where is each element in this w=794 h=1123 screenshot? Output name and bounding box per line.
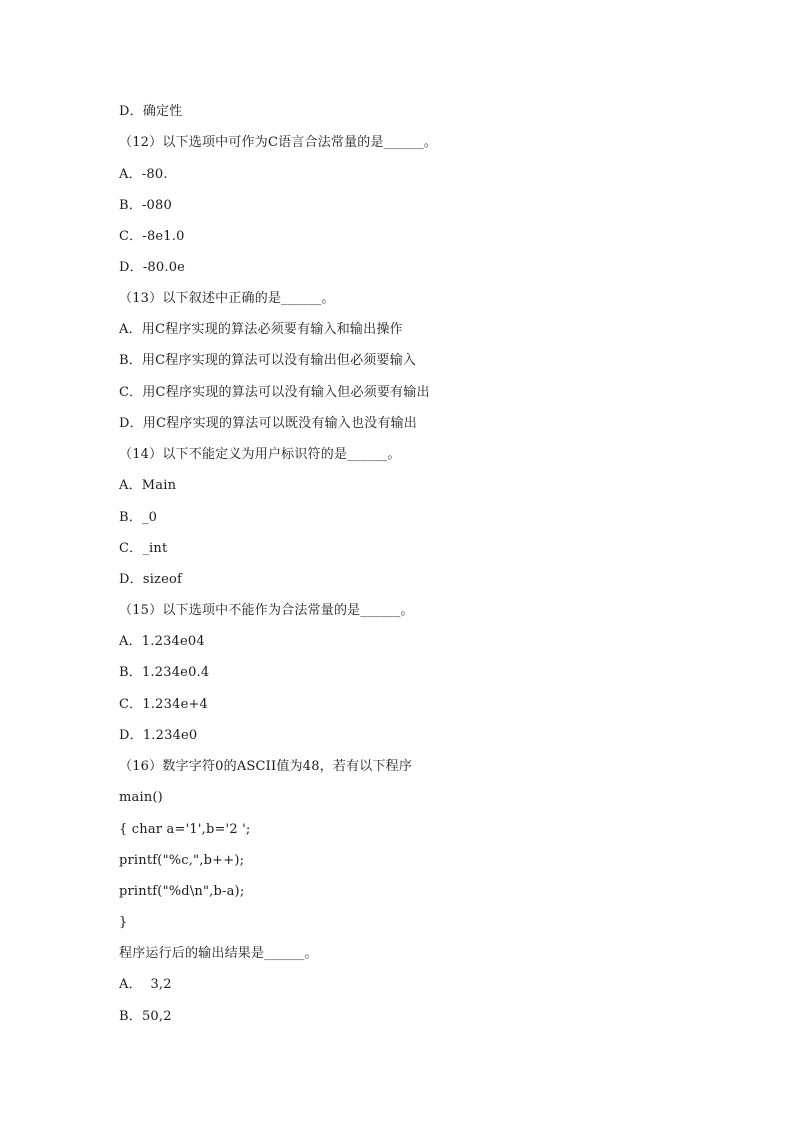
option-c-q15: C．1.234e+4	[119, 697, 209, 712]
option-c-q12: C．-8e1.0	[119, 229, 185, 244]
question-13: （13）以下叙述中正确的是______。	[119, 291, 335, 306]
question-16: （16）数字字符0的ASCII值为48，若有以下程序	[119, 759, 413, 774]
question-15: （15）以下选项中不能作为合法常量的是______。	[119, 603, 414, 618]
option-a-q14: A．Main	[119, 478, 177, 493]
option-b-q16: B．50,2	[119, 1009, 172, 1024]
code-line-main: main()	[119, 790, 163, 805]
option-d-q12: D．-80.0e	[119, 260, 186, 275]
code-line-close-brace: }	[119, 915, 128, 930]
code-line-decl: { char a='1',b='2 ';	[119, 822, 251, 837]
option-c-q13: C．用C程序实现的算法可以没有输入但必须要有输出	[119, 385, 430, 400]
option-d-q13: D．用C程序实现的算法可以既没有输入也没有输出	[119, 416, 417, 431]
option-c-q14: C．_int	[119, 541, 168, 556]
code-line-printf-1: printf("%c,",b++);	[119, 853, 245, 868]
option-d-q15: D．1.234e0	[119, 728, 198, 743]
option-b-q12: B．-080	[119, 198, 172, 213]
question-14: （14）以下不能定义为用户标识符的是______。	[119, 447, 401, 462]
option-a-q12: A．-80.	[119, 167, 168, 182]
option-d-q11: D．确定性	[119, 104, 183, 119]
option-a-q15: A．1.234e04	[119, 634, 205, 649]
option-a-q16: A． 3,2	[119, 977, 172, 992]
code-line-printf-2: printf("%d\n",b-a);	[119, 884, 245, 899]
option-a-q13: A．用C程序实现的算法必须要有输入和输出操作	[119, 322, 403, 337]
question-12: （12）以下选项中可作为C语言合法常量的是______。	[119, 135, 438, 150]
option-b-q15: B．1.234e0.4	[119, 665, 210, 680]
option-b-q14: B．_0	[119, 510, 158, 525]
option-b-q13: B．用C程序实现的算法可以没有输出但必须要输入	[119, 353, 417, 368]
option-d-q14: D．sizeof	[119, 572, 183, 587]
question-16-prompt: 程序运行后的输出结果是______。	[119, 946, 318, 961]
